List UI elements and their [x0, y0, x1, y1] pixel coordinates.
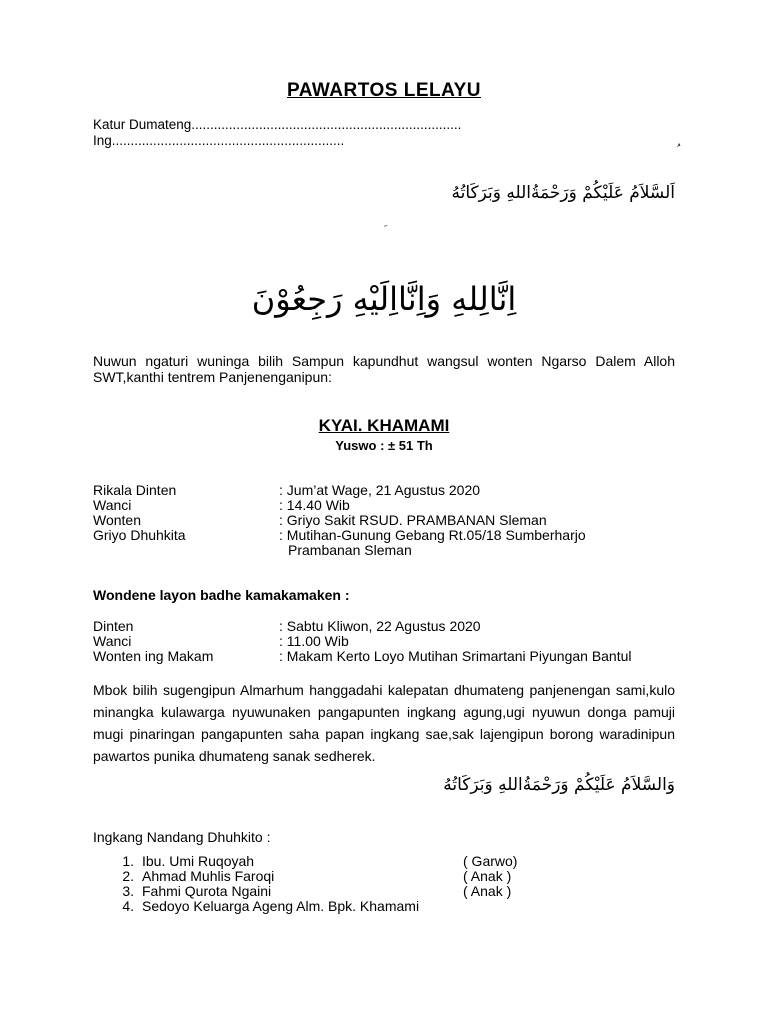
mourner-name: Fahmi Qurota Ngaini: [142, 883, 272, 899]
burial-value-cemetery: : Makam Kerto Loyo Mutihan Srimartani Piyungan Bantul: [279, 648, 632, 664]
burial-value-time: : 11.00 Wib: [279, 633, 349, 649]
detail-label-place: Wonten: [93, 512, 141, 528]
mourner-relation: ( Anak ): [463, 868, 512, 884]
detail-value-time: : 14.40 Wib: [279, 497, 350, 513]
arabic-greeting: اَلسَّلاَمُ عَلَيْكُمْ وَرَحْمَةُاللهِ وَبَرَكَاتُهُ: [451, 183, 675, 203]
arabic-istirja: اِنَّالِلهِ وَاِنَّااِلَيْهِ رَجِعُوْنَ: [251, 280, 517, 318]
burial-label-cemetery: Wonten ing Makam: [93, 648, 214, 664]
detail-value-home-cont: Prambanan Sleman: [288, 542, 412, 558]
detail-value-place: : Griyo Sakit RSUD. PRAMBANAN Sleman: [279, 512, 547, 528]
document-title: PAWARTOS LELAYU: [286, 80, 481, 101]
detail-value-day: : Jum’at Wage, 21 Agustus 2020: [279, 482, 481, 498]
recipient-address-line: Ing..............................................................: [93, 133, 345, 148]
mourners-heading: Ingkang Nandang Dhuhkito :: [93, 829, 271, 845]
deceased-age: Yuswo : ± 51 Th: [335, 438, 433, 453]
mourner-item: [110, 868, 274, 884]
detail-label-time: Wanci: [93, 497, 132, 513]
arabic-closing-greeting: وَالسَّلاَمُ عَلَيْكُمْ وَرَحْمَةُاللهِ وَبَرَكَاتُهُ: [443, 775, 675, 795]
mourner-item: [110, 898, 419, 914]
mourner-number: 1.: [122, 853, 134, 869]
burial-label-time: Wanci: [93, 633, 132, 649]
burial-label-day: Dinten: [93, 618, 134, 634]
burial-value-day: : Sabtu Kliwon, 22 Agustus 2020: [279, 618, 481, 634]
mourner-number: 2.: [122, 868, 134, 884]
detail-value-home: : Mutihan-Gunung Gebang Rt.05/18 Sumberharjo: [279, 527, 586, 543]
mourner-number: 3.: [122, 883, 134, 899]
mourner-item: [110, 883, 271, 899]
mourner-name: Ibu. Umi Ruqoyah: [142, 853, 255, 869]
recipient-line: Katur Dumateng........................................................................: [93, 117, 462, 132]
mourner-relation: ( Garwo): [463, 853, 518, 869]
mourner-item: [110, 853, 254, 869]
intro-paragraph: Nuwun ngaturi wuninga bilih Sampun kapundhut wangsul wonten Ngarso Dalem Alloh SWT,kanthi tentrem Panjenenganipun:: [93, 353, 675, 385]
detail-label-home: Griyo Dhuhkita: [93, 527, 186, 543]
mourner-name: Sedoyo Keluarga Ageng Alm. Bpk. Khamami: [142, 898, 420, 914]
closing-paragraph: Mbok bilih sugengipun Almarhum hanggadahi kalepatan dhumateng panjenengan sami,kulo minangka kulawarga nyuwunaken pangapunten ingkang agung,ugi nyuwun donga pamuji mugi pinaringan pangapunten saha papan ingkang sae,sak lajengipun borong waradinipun pawartos punika dhumateng sanak sedherek.: [93, 682, 675, 764]
mourner-relation: ( Anak ): [463, 883, 512, 899]
burial-heading: Wondene layon badhe kamakamaken :: [93, 587, 350, 603]
deceased-name: KYAI. KHAMAMI: [318, 416, 450, 435]
mourner-number: 4.: [122, 898, 134, 914]
detail-label-day: Rikala Dinten: [93, 482, 177, 498]
mourner-name: Ahmad Muhlis Faroqi: [142, 868, 275, 884]
